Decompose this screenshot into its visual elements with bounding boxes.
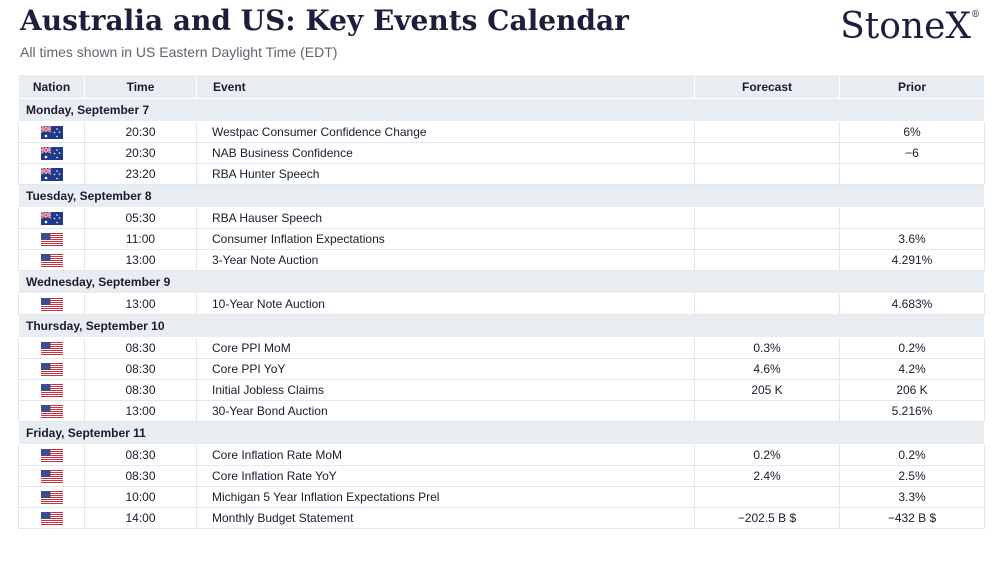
australia-flag-icon <box>41 168 63 181</box>
event-cell: RBA Hunter Speech <box>197 164 695 185</box>
day-header-row <box>19 185 985 208</box>
event-cell: Consumer Inflation Expectations <box>197 229 695 250</box>
logo-text: StoneX <box>840 6 971 47</box>
us-flag-icon <box>41 233 63 246</box>
forecast-cell <box>695 401 840 422</box>
day-label: Wednesday, September 9 <box>19 271 985 294</box>
table-header-row <box>19 75 985 99</box>
event-cell: NAB Business Confidence <box>197 143 695 164</box>
time-cell: 23:20 <box>85 164 197 185</box>
day-header-row <box>19 99 985 122</box>
prior-cell: 2.5% <box>840 466 985 487</box>
time-cell: 08:30 <box>85 445 197 466</box>
event-row <box>19 164 985 185</box>
day-header-row <box>19 422 985 445</box>
day-header-row <box>19 315 985 338</box>
us-flag-icon <box>41 363 63 376</box>
nation-cell <box>19 294 85 315</box>
nation-cell <box>19 359 85 380</box>
forecast-cell: 2.4% <box>695 466 840 487</box>
page-subtitle: All times shown in US Eastern Daylight Time (EDT) <box>20 44 338 60</box>
prior-cell: 0.2% <box>840 338 985 359</box>
nation-cell <box>19 445 85 466</box>
time-cell: 08:30 <box>85 338 197 359</box>
nation-cell <box>19 250 85 271</box>
us-flag-icon <box>41 254 63 267</box>
prior-cell: 4.291% <box>840 250 985 271</box>
nation-cell <box>19 401 85 422</box>
prior-cell: 5.216% <box>840 401 985 422</box>
prior-cell: 4.683% <box>840 294 985 315</box>
nation-cell <box>19 380 85 401</box>
nation-cell <box>19 466 85 487</box>
nation-cell <box>19 143 85 164</box>
event-row <box>19 508 985 529</box>
us-flag-icon <box>41 384 63 397</box>
time-cell: 08:30 <box>85 466 197 487</box>
nation-cell <box>19 338 85 359</box>
event-cell: 10-Year Note Auction <box>197 294 695 315</box>
prior-cell: 0.2% <box>840 445 985 466</box>
forecast-cell <box>695 208 840 229</box>
forecast-cell: 205 K <box>695 380 840 401</box>
event-cell: RBA Hauser Speech <box>197 208 695 229</box>
nation-cell <box>19 122 85 143</box>
prior-cell: −432 B $ <box>840 508 985 529</box>
nation-cell <box>19 229 85 250</box>
time-cell: 05:30 <box>85 208 197 229</box>
time-cell: 20:30 <box>85 143 197 164</box>
us-flag-icon <box>41 470 63 483</box>
event-row <box>19 208 985 229</box>
australia-flag-icon <box>41 147 63 160</box>
forecast-cell: 0.3% <box>695 338 840 359</box>
event-row <box>19 338 985 359</box>
time-cell: 08:30 <box>85 359 197 380</box>
forecast-cell <box>695 229 840 250</box>
us-flag-icon <box>41 449 63 462</box>
forecast-cell: 4.6% <box>695 359 840 380</box>
prior-cell <box>840 208 985 229</box>
event-cell: Westpac Consumer Confidence Change <box>197 122 695 143</box>
time-cell: 20:30 <box>85 122 197 143</box>
australia-flag-icon <box>41 212 63 225</box>
event-cell: Core Inflation Rate MoM <box>197 445 695 466</box>
time-cell: 13:00 <box>85 294 197 315</box>
nation-cell <box>19 487 85 508</box>
column-header-prior: Prior <box>840 75 985 99</box>
table-body <box>19 99 985 529</box>
registered-mark: ® <box>971 10 980 20</box>
forecast-cell <box>695 487 840 508</box>
forecast-cell <box>695 250 840 271</box>
nation-cell <box>19 164 85 185</box>
event-cell: 3-Year Note Auction <box>197 250 695 271</box>
event-cell: Core Inflation Rate YoY <box>197 466 695 487</box>
time-cell: 08:30 <box>85 380 197 401</box>
events-calendar-table <box>18 74 985 529</box>
day-label: Monday, September 7 <box>19 99 985 122</box>
time-cell: 10:00 <box>85 487 197 508</box>
event-row <box>19 122 985 143</box>
prior-cell <box>840 164 985 185</box>
australia-flag-icon <box>41 126 63 139</box>
event-cell: 30-Year Bond Auction <box>197 401 695 422</box>
stonex-logo <box>840 6 980 47</box>
forecast-cell <box>695 122 840 143</box>
forecast-cell: 0.2% <box>695 445 840 466</box>
event-row <box>19 250 985 271</box>
event-row <box>19 380 985 401</box>
event-cell: Core PPI MoM <box>197 338 695 359</box>
time-cell: 14:00 <box>85 508 197 529</box>
us-flag-icon <box>41 512 63 525</box>
nation-cell <box>19 208 85 229</box>
event-row <box>19 143 985 164</box>
event-row <box>19 359 985 380</box>
event-row <box>19 466 985 487</box>
event-row <box>19 294 985 315</box>
time-cell: 11:00 <box>85 229 197 250</box>
prior-cell: 4.2% <box>840 359 985 380</box>
column-header-time: Time <box>85 75 197 99</box>
day-label: Thursday, September 10 <box>19 315 985 338</box>
day-label: Tuesday, September 8 <box>19 185 985 208</box>
page-title: Australia and US: Key Events Calendar <box>20 4 629 37</box>
event-cell: Monthly Budget Statement <box>197 508 695 529</box>
day-label: Friday, September 11 <box>19 422 985 445</box>
day-header-row <box>19 271 985 294</box>
prior-cell: 3.3% <box>840 487 985 508</box>
time-cell: 13:00 <box>85 401 197 422</box>
event-cell: Initial Jobless Claims <box>197 380 695 401</box>
event-row <box>19 487 985 508</box>
us-flag-icon <box>41 298 63 311</box>
forecast-cell <box>695 143 840 164</box>
column-header-event: Event <box>197 75 695 99</box>
us-flag-icon <box>41 342 63 355</box>
us-flag-icon <box>41 405 63 418</box>
column-header-forecast: Forecast <box>695 75 840 99</box>
prior-cell: 6% <box>840 122 985 143</box>
event-row <box>19 445 985 466</box>
time-cell: 13:00 <box>85 250 197 271</box>
nation-cell <box>19 508 85 529</box>
forecast-cell <box>695 294 840 315</box>
column-header-nation: Nation <box>19 75 85 99</box>
event-cell: Michigan 5 Year Inflation Expectations Prel <box>197 487 695 508</box>
event-row <box>19 229 985 250</box>
us-flag-icon <box>41 491 63 504</box>
prior-cell: 3.6% <box>840 229 985 250</box>
prior-cell: 206 K <box>840 380 985 401</box>
forecast-cell <box>695 164 840 185</box>
event-cell: Core PPI YoY <box>197 359 695 380</box>
event-row <box>19 401 985 422</box>
forecast-cell: −202.5 B $ <box>695 508 840 529</box>
prior-cell: −6 <box>840 143 985 164</box>
